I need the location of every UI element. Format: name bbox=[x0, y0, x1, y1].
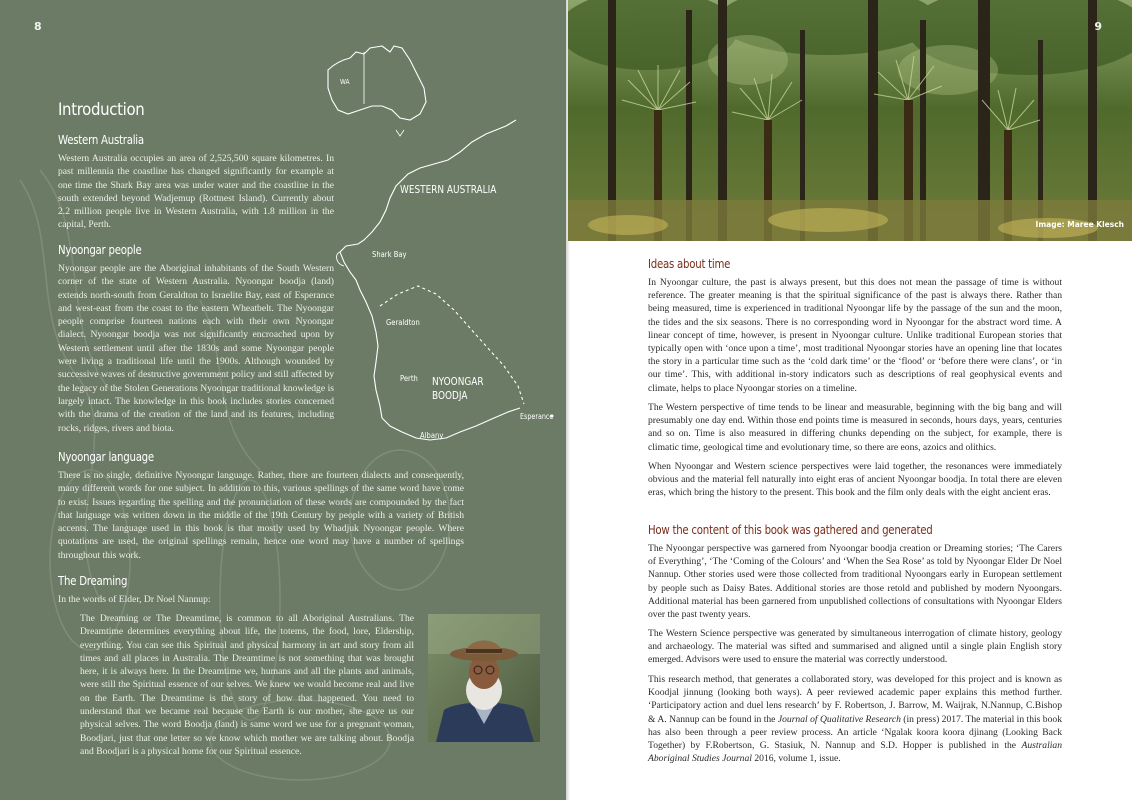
map-label-perth: Perth bbox=[400, 374, 418, 383]
forest-photo bbox=[568, 0, 1132, 241]
heading-content-gathered: How the content of this book was gathered and generated bbox=[648, 523, 933, 537]
paragraph-time-2: The Western perspective of time tends to be linear and measurable, beginning with the big bang and will presumably one day end. Within those end points time is measured in seconds, hours days, years, centuries and so on. Time is also measured in differing chunks depending on the subject, for example, there is climatic time, geological time and evolutionary time, so there are eons, azoics and olithics. bbox=[648, 402, 1062, 453]
journal-aboriginal-studies: Australian Aboriginal Studies Journal bbox=[648, 740, 1062, 765]
heading-western-australia: Western Australia bbox=[58, 133, 144, 147]
image-credit: Image: Maree Klesch bbox=[1035, 220, 1124, 229]
heading-nyoongar-people: Nyoongar people bbox=[58, 243, 142, 257]
map-label-boodja: BOODJA bbox=[432, 390, 468, 402]
paragraph-nyoongar-people: Nyoongar people are the Aboriginal inhabitants of the South Western corner of the state of Western Australia. Nyoongar boodja (land) extends north-south from Geraldton to Israelite Bay, east of Esperance and west-east from the coast to the eastern Wheatbelt. The Nyoongar people comprise fourteen nations each with their own Nyoongar dialect. Nyoongar boodja was not significantly encroached upon by Western settlement until after the 1830s and some Nyoongar people were living a traditional life until the 1900s. Although wounded by successive waves of destructive government policy and still affected by the legacy of the Stolen Generations Nyoongar traditional knowledge is largely intact. The knowledge in this book includes stories concerned with the drama of the creation of the land and its features, including rocks, ridges, rivers and biota. bbox=[58, 263, 334, 434]
paragraph-content-3-part-a: This research method, that generates a collaborated story, was developed for this project and is known as Koodjal jinnung (looking both ways). A peer reviewed academic paper explains this method further. ‘Participatory action and duel lens research’ by F. Robertson, J. Barrow, M. Waijrak, N.Nannup, C.Bishop & A. Nannup can be found in the bbox=[648, 674, 1062, 725]
map-label-western-australia: WESTERN AUSTRALIA bbox=[400, 184, 497, 196]
paragraph-time-1: In Nyoongar culture, the past is always present, but this does not mean the passage of time is without reference. The greater meaning is that the spiritual significance of the past is always there. Rather than being measured, time is experienced in traditional Nyoongar life by the passage of the sun and the moon, the tides and the six seasons. There is no corresponding word in Nyoongar for the abstract word time. A linear concept of time, however, is present in Nyoongar culture. Unlike traditional European stories that typically open with ‘once upon a time’, most traditional Nyoongar stories have an opening line that locates the story in a particular time such as the ‘cold dark time’ or the ‘flood’ or ‘before there were clans’, or ‘in our time’. This, with additional in-story indicators such as descriptions of real geophysical events and climate, helps to place Nyoongar stories on a timeline. bbox=[648, 277, 1062, 394]
heading-the-dreaming: The Dreaming bbox=[58, 574, 128, 588]
map-label-albany: Albany bbox=[420, 431, 444, 440]
heading-nyoongar-language: Nyoongar language bbox=[58, 450, 154, 464]
map-label-geraldton: Geraldton bbox=[386, 318, 420, 327]
map-label-shark-bay: Shark Bay bbox=[372, 250, 407, 259]
paragraph-content-2: The Western Science perspective was generated by simultaneous interrogation of climate history, geology and archaeology. The material was sifted and summarised and aligned until a single plain English story emerged. Advisors were used to ensure the material was correctly understood. bbox=[648, 628, 1062, 666]
paragraph-nyoongar-language: There is no single, definitive Nyoongar language. Rather, there are fourteen dialects and consequently, many different words for one subject. In addition to this, various spellings of the same word have come to exist. Issues regarding the spelling and the pronunciation of these words are compounded by the fact that language was written down in the middle of the 19th Century by people with a variety of British accents. The language used in this book is that mostly used by Whadjuk Nyoongar people. Where quotations are used, the original spellings remain, hence one word may have a number of spellings throughout this work. bbox=[58, 470, 464, 561]
paragraph-western-australia: Western Australia occupies an area of 2,525,500 square kilometres. In past millennia the coastline has changed significantly for example at one time the Shark Bay area was under water and the coastline in the south extended beyond Wadjemup (Rottnest Island). Currently about 2.2 million people live in Western Australia, with 1.8 million in the capital, Perth. bbox=[58, 153, 334, 231]
paragraph-content-3-part-c: 2016, volume 1, issue. bbox=[751, 753, 841, 765]
dreaming-intro: In the words of Elder, Dr Noel Nannup: bbox=[58, 594, 211, 605]
page-title: Introduction bbox=[58, 100, 145, 120]
page-number: 8 bbox=[34, 20, 42, 33]
map-label-wa: WA bbox=[340, 78, 350, 86]
page-number: 9 bbox=[1094, 20, 1102, 33]
right-page bbox=[566, 0, 1132, 800]
south-west-map bbox=[320, 40, 566, 460]
paragraph-time-3: When Nyoongar and Western science perspectives were laid together, the resonances were immediately obvious and the material fell naturally into eight eras of ancient Nyoongar boodja. In total there are eleven eras, which bring the history to the present. This book and the film only deals with the eight ancient eras. bbox=[648, 461, 1062, 499]
journal-qualitative-research: Journal of Qualitative Research bbox=[777, 713, 901, 725]
map-label-esperance: Esperance bbox=[520, 412, 554, 421]
map-label-nyoongar: NYOONGAR bbox=[432, 376, 484, 388]
dreaming-quote: The Dreaming or The Dreamtime, is common to all Aboriginal Australians. The Dreamtime determines everything about life, the totems, the food, lore, Eldership, everything. You can see this Spiritual and physical harmony in art and story from all times and all places in Australia. The Dreamtime is not something that was brought here, it is always here. In the Dreamtime we, humans and all the plants and animals, were still the Spiritual essence of our selves. We knew we would become real and live on the Earth. The Dreamtime is the story of how that happened. You need to understand that we became real because the Earth is our mother, she gave us our physical selves. The word Boodja (land) is same word we use for a pregnant woman, Boodjari, just that one letter so we know which mother we are talking about. Boodja and Boodjari is a physical home for our Spiritual essence. bbox=[80, 613, 414, 757]
paragraph-content-1: The Nyoongar perspective was garnered from Nyoongar boodja creation or Dreaming stories; ‘The Carers of Everything’, ‘The ‘Coming of the Colours’ and ‘When the Sea Rose’ as told by Nyoongar Elder Dr Noel Nannup. Other stories used were those collected from traditional Nyoongars early in European settlement by people such as Daisy Bates. Additional stories are those retold and published by modern Nyoongars. Additional material has been garnered from unpublished collections of consultations with Nyoongar Elders over the past twenty years. bbox=[648, 543, 1062, 621]
paragraph-content-3 bbox=[648, 673, 1062, 765]
elder-portrait-photo bbox=[428, 614, 540, 742]
heading-ideas-about-time: Ideas about time bbox=[648, 257, 731, 271]
paragraph-content-3-part-b: (in press) 2017. The material in this book has also been through a peer review process. An article ‘Ngalak koora koora djinang (Looking Back Together) by F.Robertson, G. Stasiuk, N. Nannup and S.D. Hopper is published in the bbox=[648, 713, 1062, 752]
